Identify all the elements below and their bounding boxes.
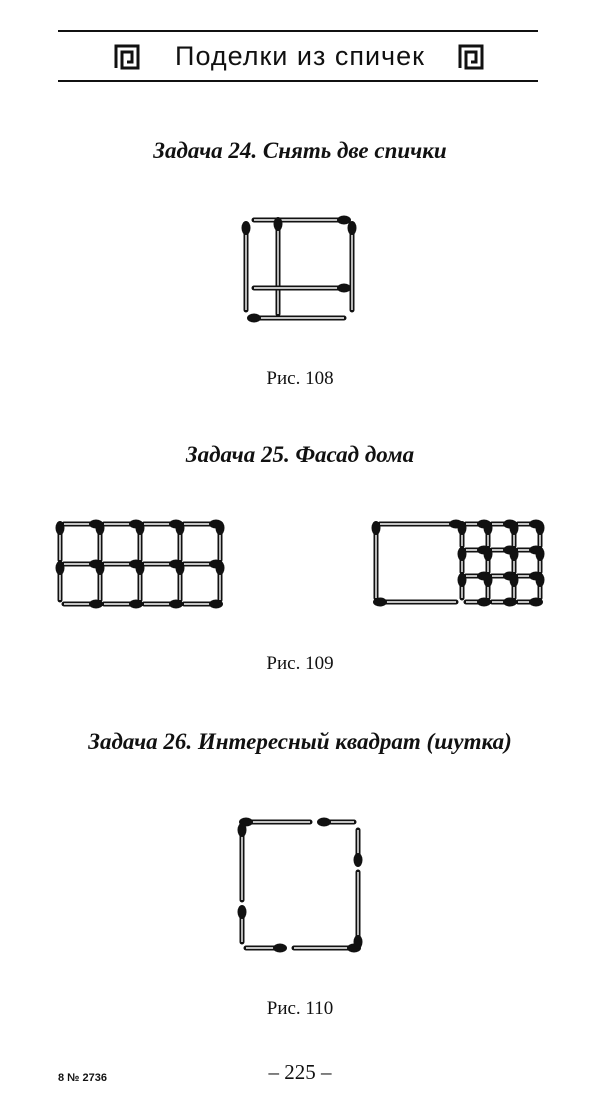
match-head [56,521,65,535]
match-head [176,561,185,575]
match-head [96,521,105,535]
match [254,216,351,225]
match-head [484,573,493,587]
match-head [238,823,247,837]
match-head [348,221,357,235]
match [354,872,363,949]
match [536,521,545,546]
match [254,284,351,293]
match [484,547,493,572]
match [176,521,185,560]
figure-108-matches [236,210,366,330]
header-top-rule [58,30,538,32]
match [184,600,223,609]
match [104,600,143,609]
figure-108-caption: Рис. 108 [266,368,334,389]
match-head [372,521,381,535]
match-head [484,547,493,561]
match [238,905,247,942]
match-head [238,905,247,919]
match-head [484,521,493,535]
match [136,561,145,600]
page-header-title: Поделки из спичек [175,41,425,71]
match-head [354,853,363,867]
match [373,598,456,607]
match [317,818,354,827]
match-head [56,561,65,575]
match-head [216,561,225,575]
figure-109-left-matches [48,514,234,614]
match [458,547,467,572]
match-head [274,217,283,231]
match [247,314,344,323]
match-head [536,547,545,561]
match [380,520,463,529]
match [56,561,65,600]
match-head [136,521,145,535]
match [242,221,251,310]
match [96,561,105,600]
meander-icon [458,44,484,70]
match-head [458,547,467,561]
figure-109-right-matches [370,514,556,614]
match [458,521,467,546]
match [216,521,225,560]
header-bottom-rule [58,80,538,82]
match-head [354,935,363,949]
match [458,573,467,598]
match-head [242,221,251,235]
match-head [136,561,145,575]
match [484,573,493,598]
match [176,561,185,600]
page-number: – 225 – [268,1060,332,1084]
match [294,944,361,953]
match-head [317,818,331,827]
match-head [458,573,467,587]
match [274,217,283,314]
match-head [536,521,545,535]
match-head [510,521,519,535]
task-24-title: Задача 24. Снять две спички [153,138,447,163]
match-head [536,573,545,587]
match [484,521,493,546]
task-26-title: Задача 26. Интересный квадрат (шутка) [88,729,512,754]
figure-110-matches [232,812,372,962]
match-head [273,944,287,953]
match [216,561,225,600]
match-head [216,521,225,535]
match-head [510,547,519,561]
match [510,521,519,546]
match [96,521,105,560]
match [348,221,357,310]
match [510,547,519,572]
match [64,600,103,609]
match [510,573,519,598]
match [56,521,65,560]
match-head [176,521,185,535]
match [144,600,183,609]
match [372,521,381,598]
match [238,823,247,900]
print-signature: 8 № 2736 [58,1072,107,1084]
figure-110-caption: Рис. 110 [266,998,334,1019]
match-head [337,284,351,293]
match-head [458,521,467,535]
task-25-title: Задача 25. Фасад дома [185,442,415,467]
match-head [96,561,105,575]
match [354,830,363,867]
match [536,547,545,572]
match-head [510,573,519,587]
match [239,818,310,827]
match-head [247,314,261,323]
match [246,944,287,953]
figure-109-caption: Рис. 109 [266,653,334,674]
match [536,573,545,598]
match [136,521,145,560]
